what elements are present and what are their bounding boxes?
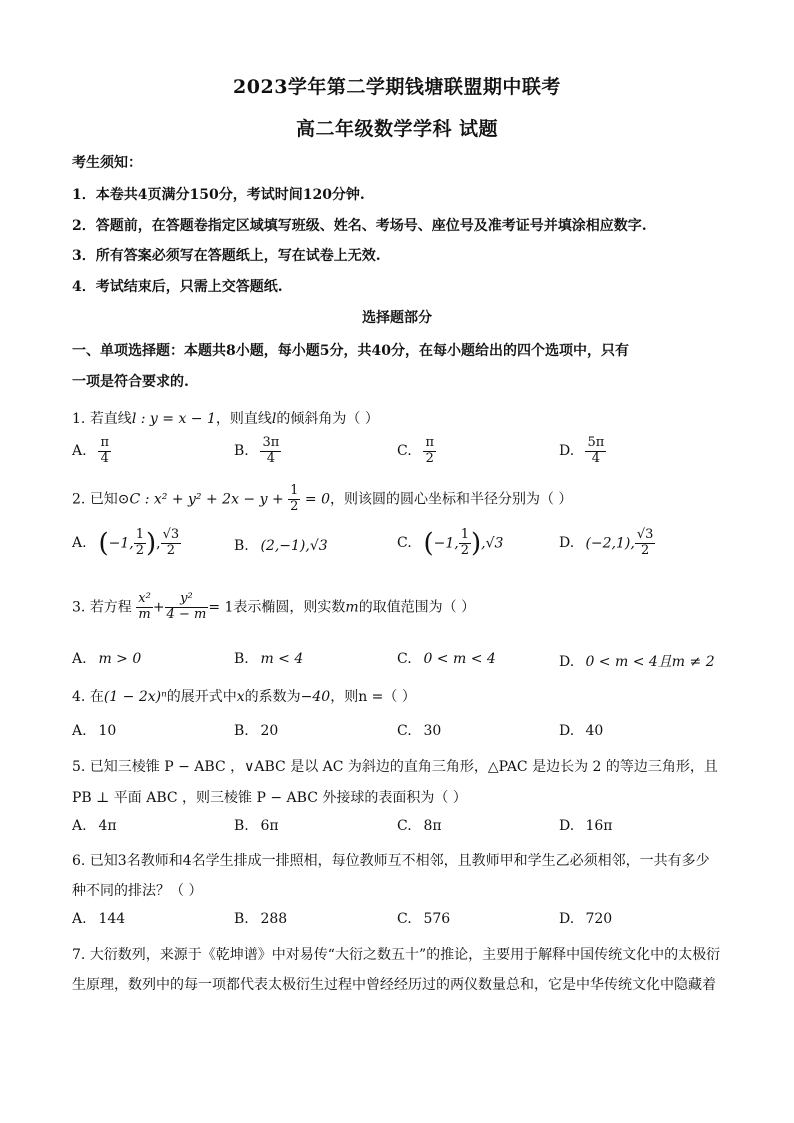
option-label: B. (234, 651, 249, 667)
denominator: 2 (460, 542, 469, 558)
option-label: D. (559, 818, 575, 834)
math-expression: 0 < m < 4 (423, 651, 496, 667)
option-d[interactable] (559, 911, 612, 927)
numerator: √3 (636, 527, 654, 542)
right-paren: ) (145, 528, 157, 559)
math-expression: 0 < m < 4且m ≠ 2 (585, 654, 715, 670)
notice-item-2: 2．答题前，在答题卷指定区域填写班级、姓名、考场号、座位号及准考证号并填涂相应数字. (72, 218, 647, 234)
option-text: 288 (260, 911, 288, 927)
option-text: 576 (423, 911, 451, 927)
question-text: ，则直线 (215, 411, 272, 427)
option-label: C. (397, 723, 412, 739)
fraction (423, 436, 436, 467)
option-label: A. (72, 535, 87, 552)
fraction (260, 436, 281, 467)
denominator: 2 (290, 498, 299, 514)
question-text: 的系数为 (244, 689, 301, 705)
question-text: 若方程 (89, 599, 132, 616)
option-text: 40 (585, 723, 604, 739)
math-expression: + (152, 599, 165, 616)
option-b[interactable] (234, 538, 328, 554)
option-label: B. (234, 443, 249, 460)
question-text: 的展开式中 (166, 689, 237, 705)
question-text: ，则该圆的圆心坐标和半径分别为（ ） (329, 491, 573, 508)
denominator: 2 (425, 450, 434, 466)
fraction (459, 528, 471, 559)
numerator: 1 (290, 483, 299, 498)
denominator: 4 (100, 450, 109, 466)
question-text: 表示椭圆，则实数 (233, 599, 346, 616)
question-number: 4. (72, 689, 86, 705)
math-expression: , (156, 535, 161, 552)
option-text: 6π (260, 818, 279, 834)
numerator: π (100, 435, 109, 450)
fraction (161, 528, 182, 559)
option-d[interactable] (559, 818, 612, 834)
fraction (288, 484, 300, 515)
fraction (585, 436, 606, 467)
option-c[interactable] (397, 818, 442, 834)
fraction (136, 592, 153, 623)
option-label: D. (559, 535, 575, 552)
option-label: C. (397, 911, 412, 927)
question-text: ，则n =（ ） (330, 689, 416, 705)
option-a[interactable] (72, 818, 117, 834)
question-text: 在 (89, 689, 104, 705)
question-number: 1. (72, 411, 86, 427)
question-2 (72, 484, 732, 515)
option-b[interactable] (234, 651, 303, 667)
option-text: 20 (260, 723, 279, 739)
math-expression: = 1 (208, 599, 234, 616)
denominator: 4 (266, 450, 275, 466)
math-expression: ,√3 (481, 535, 504, 552)
option-label: C. (397, 443, 412, 460)
notice-item-4: 4．考试结束后，只需上交答题纸. (72, 279, 283, 295)
option-label: A. (72, 723, 87, 739)
option-text: 4π (98, 818, 117, 834)
math-expression: C : x² + y² + 2x − y + (129, 491, 284, 508)
question-text: 已知⊙ (89, 491, 130, 508)
math-expression: l (271, 411, 277, 427)
question-5-line2: PB ⊥ 平面 ABC ，则三棱锥 P − ABC 外接球的表面积为（ ） (72, 790, 467, 806)
question-6-options (72, 911, 732, 933)
numerator: √3 (162, 527, 180, 542)
math-expression: −1, (433, 535, 459, 552)
option-label: C. (397, 651, 412, 667)
numerator: y² (165, 592, 209, 608)
numerator: 1 (135, 527, 144, 542)
notice-item-3: 3．所有答案必须写在答题纸上，写在试卷上无效. (72, 248, 381, 264)
math-expression: m > 0 (98, 651, 142, 667)
section-instruction-line1: 一、单项选择题：本题共8小题，每小题5分，共40分，在每小题给出的四个选项中，只有 (72, 343, 629, 359)
option-d[interactable] (559, 436, 606, 467)
option-a[interactable] (72, 436, 111, 467)
question-1 (72, 408, 732, 428)
math-expression: x (236, 689, 245, 705)
option-b[interactable] (234, 436, 281, 467)
math-expression: m (345, 599, 359, 616)
option-label: C. (397, 818, 412, 834)
numerator: x² (138, 591, 151, 606)
question-3-options (72, 651, 732, 673)
right-paren: ) (470, 528, 482, 559)
numerator: 1 (460, 527, 469, 542)
option-c[interactable] (397, 723, 441, 739)
question-7-line2: 生原理，数列中的每一项都代表太极衍生过程中曾经经历过的两仪数量总和，它是中华传统文化中隐藏着 (72, 977, 716, 993)
option-b[interactable] (234, 723, 278, 739)
option-label: B. (234, 723, 249, 739)
option-a[interactable] (72, 651, 141, 667)
option-d[interactable] (559, 528, 655, 559)
question-text: 的倾斜角为（ ） (276, 411, 379, 427)
numerator: 5π (587, 435, 605, 450)
option-a[interactable] (72, 723, 116, 739)
option-label: A. (72, 818, 87, 834)
option-text: 144 (98, 911, 126, 927)
section-instruction-line2: 一项是符合要求的. (72, 374, 189, 390)
math-expression: (1 − 2x)ⁿ (103, 689, 167, 705)
math-expression: −1, (108, 535, 134, 552)
exam-title: 2023学年第二学期钱塘联盟期中联考 (233, 76, 561, 98)
math-expression: (−2,1), (585, 535, 635, 552)
math-expression: l : y = x − 1 (131, 411, 216, 427)
option-label: D. (559, 443, 575, 460)
left-paren: ( (423, 528, 434, 559)
notice-heading: 考生须知： (72, 155, 142, 171)
option-b[interactable] (234, 911, 287, 927)
option-label: D. (559, 723, 575, 739)
question-5-options (72, 818, 732, 840)
question-4 (72, 686, 732, 706)
option-d[interactable] (559, 723, 603, 739)
notice-item-1: 1．本卷共4页满分150分，考试时间120分钟. (72, 187, 365, 203)
numerator: 3π (262, 435, 280, 450)
question-7-line1: 7. 大衍数列，来源于《乾坤谱》中对易传“大衍之数五十”的推论，主要用于解释中国传统文化中的太极衍 (72, 947, 721, 963)
option-label: A. (72, 443, 87, 460)
option-c[interactable] (397, 651, 496, 667)
denominator: 2 (135, 542, 144, 558)
option-label: B. (234, 911, 249, 927)
option-c[interactable] (397, 911, 450, 927)
option-label: A. (72, 651, 87, 667)
question-5-line1: 5. 已知三棱锥 P − ABC ，∨ABC 是以 AC 为斜边的直角三角形，△PAC 是边长为 2 的等边三角形，且 (72, 759, 718, 775)
section-title: 选择题部分 (362, 310, 432, 326)
math-expression: m < 4 (260, 651, 304, 667)
question-3 (72, 592, 732, 623)
question-6-line2: 种不同的排法？（ ） (72, 883, 203, 899)
question-text: 若直线 (89, 411, 132, 427)
option-label: B. (234, 538, 249, 554)
numerator: π (425, 435, 434, 450)
denominator: 2 (640, 542, 650, 558)
option-text: 30 (423, 723, 442, 739)
option-text: 10 (98, 723, 117, 739)
question-number: 2. (72, 491, 86, 508)
option-c[interactable] (397, 528, 503, 559)
fraction (98, 436, 111, 467)
option-c[interactable] (397, 436, 436, 467)
option-d[interactable] (559, 651, 715, 671)
option-text: 16π (585, 818, 613, 834)
question-number: 3. (72, 599, 86, 616)
option-label: C. (397, 535, 412, 552)
question-1-options (72, 436, 732, 476)
denominator: 2 (166, 542, 176, 558)
denominator: 4 − m (166, 606, 207, 622)
option-a[interactable] (72, 528, 181, 559)
math-expression: −40 (300, 689, 331, 705)
question-text: 的取值范围为（ ） (358, 599, 476, 616)
option-text: 720 (585, 911, 613, 927)
exam-subtitle: 高二年级数学学科 试题 (295, 118, 499, 140)
option-b[interactable] (234, 818, 279, 834)
denominator: 4 (591, 450, 600, 466)
math-expression: (2,−1),√3 (260, 538, 328, 554)
denominator: m (138, 606, 151, 622)
option-label: D. (559, 654, 575, 670)
option-a[interactable] (72, 911, 125, 927)
fraction (165, 592, 209, 623)
option-label: B. (234, 818, 249, 834)
left-paren: ( (98, 528, 109, 559)
question-6-line1: 6. 已知3名教师和4名学生排成一排照相，每位教师互不相邻，且教师甲和学生乙必须相邻，一共有多少 (72, 853, 710, 869)
math-expression: = 0 (304, 491, 330, 508)
option-label: A. (72, 911, 87, 927)
fraction (134, 528, 146, 559)
question-2-options (72, 528, 732, 572)
question-4-options (72, 723, 732, 745)
option-label: D. (559, 911, 575, 927)
option-text: 8π (423, 818, 442, 834)
fraction (635, 528, 656, 559)
